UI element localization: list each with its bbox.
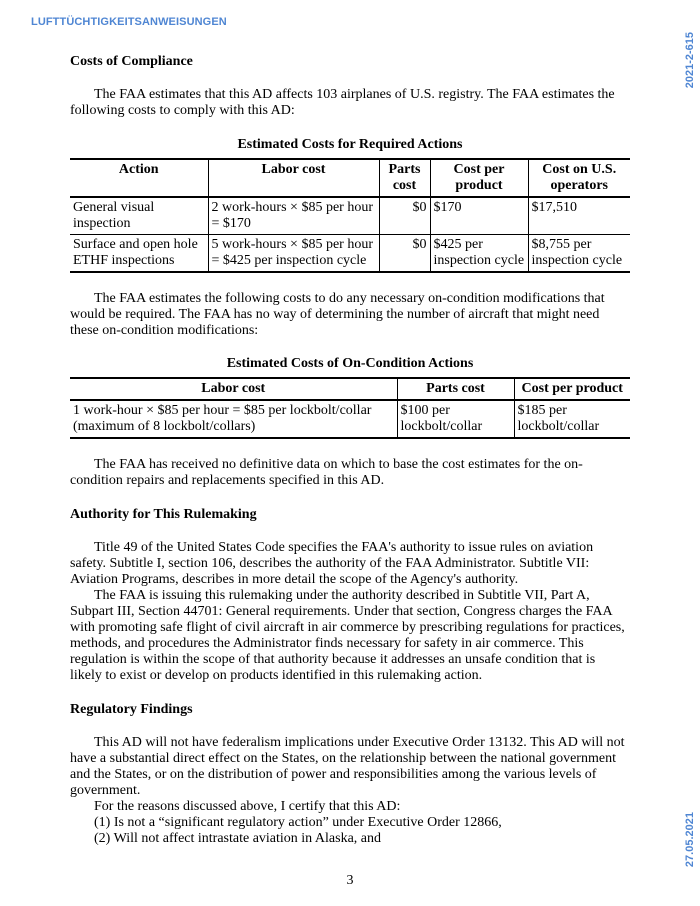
costs-heading: Costs of Compliance xyxy=(70,54,193,69)
table-cell: Surface and open hole ETHF inspections xyxy=(73,237,198,268)
table-row xyxy=(70,197,630,235)
table-cell: $185 per lockbolt/collar xyxy=(514,400,630,438)
authority-paragraph-1: Title 49 of the United States Code specifies the FAA's authority to issue rules on aviation safety. Subtitle I, section 106, describes the authority of the FAA Administrator. Subtitle VII: Aviation Programs, describes in more detail the scope of the Agency's authority. xyxy=(70,540,594,587)
costs-intro: The FAA estimates that this AD affects 103 airplanes of U.S. registry. The FAA estimates the following costs to comply with this AD: xyxy=(70,87,615,118)
findings-paragraph-1: This AD will not have federalism implications under Executive Order 13132. This AD will not have a substantial direct effect on the States, on the relationship between the national government and the States, or on the distribution of power and responsibilities among the various levels of government. xyxy=(70,735,625,798)
header-tag: LUFTTÜCHTIGKEITSANWEISUNGEN xyxy=(31,16,227,28)
oncondition-actions-table xyxy=(70,377,630,439)
table-row xyxy=(70,400,630,438)
table2-caption: Estimated Costs of On-Condition Actions xyxy=(226,356,474,371)
header-cell: Cost on U.S. operators xyxy=(528,159,630,197)
findings-item: (2) Will not affect intrastate aviation in Alaska, and xyxy=(94,831,381,846)
table-cell: $425 per inspection cycle xyxy=(430,235,528,273)
no-data-paragraph: The FAA has received no definitive data on which to base the cost estimates for the on-condition repairs and replacements specified in this AD. xyxy=(70,457,583,488)
authority-paragraph-2: The FAA is issuing this rulemaking under the authority described in Subtitle VII, Part A, Subpart III, Section 44701: General requirements. Under that section, Congress charges the FAA with promoting safe flight of civil aircraft in air commerce by prescribing regulations for practices, methods, and procedures the Administrator finds necessary for safety in air commerce. This regulation is within the scope of that authority because it addresses an unsafe condition that is likely to exist or develop on products identified in this rulemaking action. xyxy=(70,588,625,683)
findings-heading: Regulatory Findings xyxy=(70,702,193,717)
header-cell: Parts cost xyxy=(397,378,514,400)
table-header-row xyxy=(70,159,630,197)
document-body xyxy=(70,54,630,847)
table-cell: $100 per lockbolt/collar xyxy=(397,400,514,438)
table1-caption: Estimated Costs for Required Actions xyxy=(237,137,463,152)
table-cell: $8,755 per inspection cycle xyxy=(528,235,630,273)
table-cell: 1 work-hour × $85 per hour = $85 per lockbolt/collar (maximum of 8 lockbolt/collars) xyxy=(73,403,372,434)
authority-heading: Authority for This Rulemaking xyxy=(70,507,257,522)
page-number: 3 xyxy=(346,873,354,888)
table-cell: 5 work-hours × $85 per hour = $425 per inspection cycle xyxy=(208,235,379,273)
table-cell: General visual inspection xyxy=(73,200,155,231)
header-cell: Labor cost xyxy=(208,159,379,197)
findings-paragraph-2: For the reasons discussed above, I certify that this AD: xyxy=(94,799,401,814)
table-header-row xyxy=(70,378,630,400)
header-cell: Parts cost xyxy=(379,159,430,197)
table-row xyxy=(70,235,630,273)
table-cell: $17,510 xyxy=(528,197,630,235)
side-date: 27.05.2021 xyxy=(684,812,696,868)
header-cell: Labor cost xyxy=(201,381,266,396)
oncondition-intro: The FAA estimates the following costs to do any necessary on-condition modifications that would be required. The FAA has no way of determining the number of aircraft that might need these on-condition modifications: xyxy=(70,291,605,338)
required-actions-table xyxy=(70,158,630,273)
table-cell: $0 xyxy=(379,235,430,273)
header-cell: Cost per product xyxy=(514,378,630,400)
table-cell: $170 xyxy=(430,197,528,235)
header-cell: Cost per product xyxy=(430,159,528,197)
table-cell: 2 work-hours × $85 per hour = $170 xyxy=(208,197,379,235)
findings-item: (1) Is not a “significant regulatory action” under Executive Order 12866, xyxy=(94,815,502,830)
side-ad-number: 2021-2-615 xyxy=(684,32,696,89)
table-cell: $0 xyxy=(379,197,430,235)
header-cell: Action xyxy=(118,162,159,177)
